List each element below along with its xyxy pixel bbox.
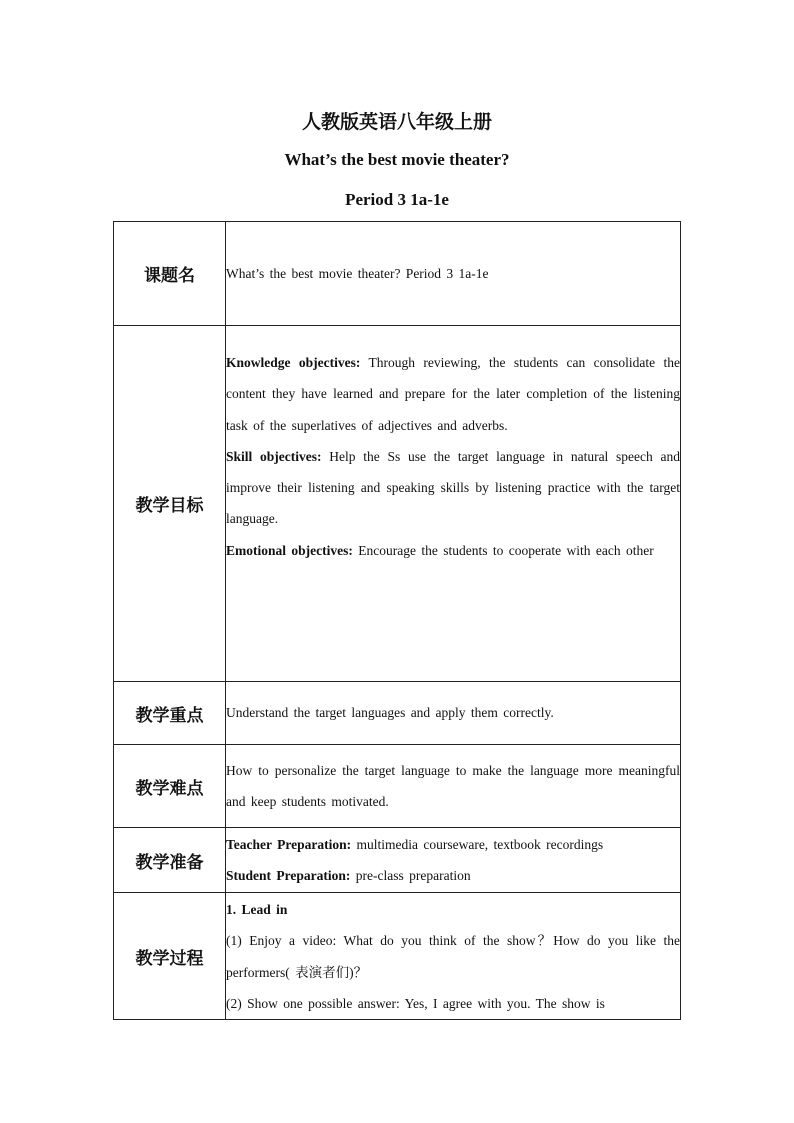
topic-text: What’s the best movie theater? Period 3 1a-1e <box>226 222 681 326</box>
process-content <box>226 893 681 1020</box>
teacher-heading: Teacher Preparation: <box>226 836 352 852</box>
student-text: pre-class preparation <box>355 868 471 883</box>
skill-text: Help the Ss use the target language in natural speech and improve their listening and speaking skills by listening practice with the target language. <box>226 448 681 527</box>
objectives-content <box>226 326 681 682</box>
key-points-text: Understand the target languages and apply them correctly. <box>226 682 681 745</box>
row-label: 教学重点 <box>114 682 226 745</box>
skill-heading: Skill objectives: <box>226 448 322 464</box>
process-step-heading: 1. Lead in <box>226 902 288 917</box>
row-label: 教学准备 <box>114 828 226 893</box>
row-label: 教学过程 <box>114 893 226 1020</box>
table-row-preparation <box>114 828 681 893</box>
row-label: 教学难点 <box>114 745 226 828</box>
lesson-plan-table <box>113 221 681 1020</box>
skill-objectives <box>226 441 680 535</box>
lesson-title: What’s the best movie theater? <box>284 150 510 169</box>
row-label: 教学目标 <box>114 326 226 682</box>
period-title: Period 3 1a-1e <box>345 190 449 209</box>
knowledge-text: Through reviewing, the students can consolidate the content they have learned and prepare for the later completion of the listening task of the superlatives of adjectives and adverbs. <box>226 355 680 433</box>
table-row-difficulties <box>114 745 681 828</box>
knowledge-objectives <box>226 347 680 441</box>
process-item-2: (2) Show one possible answer: Yes, I agree with you. The show is <box>226 995 605 1011</box>
emotional-text: Encourage the students to cooperate with each other <box>358 542 654 558</box>
table-row-topic <box>114 222 681 326</box>
table-row-process <box>114 893 681 1020</box>
process-item-1: (1) Enjoy a video: What do you think of the show？How do you like the performers( 表演者们)？ <box>226 933 680 980</box>
teacher-text: multimedia courseware, textbook recordings <box>356 836 604 852</box>
preparation-content <box>226 828 681 893</box>
emotional-objectives <box>226 535 680 566</box>
table-row-key-points <box>114 682 681 745</box>
difficulties-text: How to personalize the target language to make the language more meaningful and keep students motivated. <box>226 745 681 828</box>
teacher-preparation <box>226 829 680 860</box>
student-heading: Student Preparation: <box>226 868 351 883</box>
emotional-heading: Emotional objectives: <box>226 542 353 558</box>
row-label: 课题名 <box>114 222 226 326</box>
table-row-objectives <box>114 326 681 682</box>
course-title: 人教版英语八年级上册 <box>301 111 492 133</box>
student-preparation <box>226 860 680 891</box>
knowledge-heading: Knowledge objectives: <box>226 355 361 370</box>
